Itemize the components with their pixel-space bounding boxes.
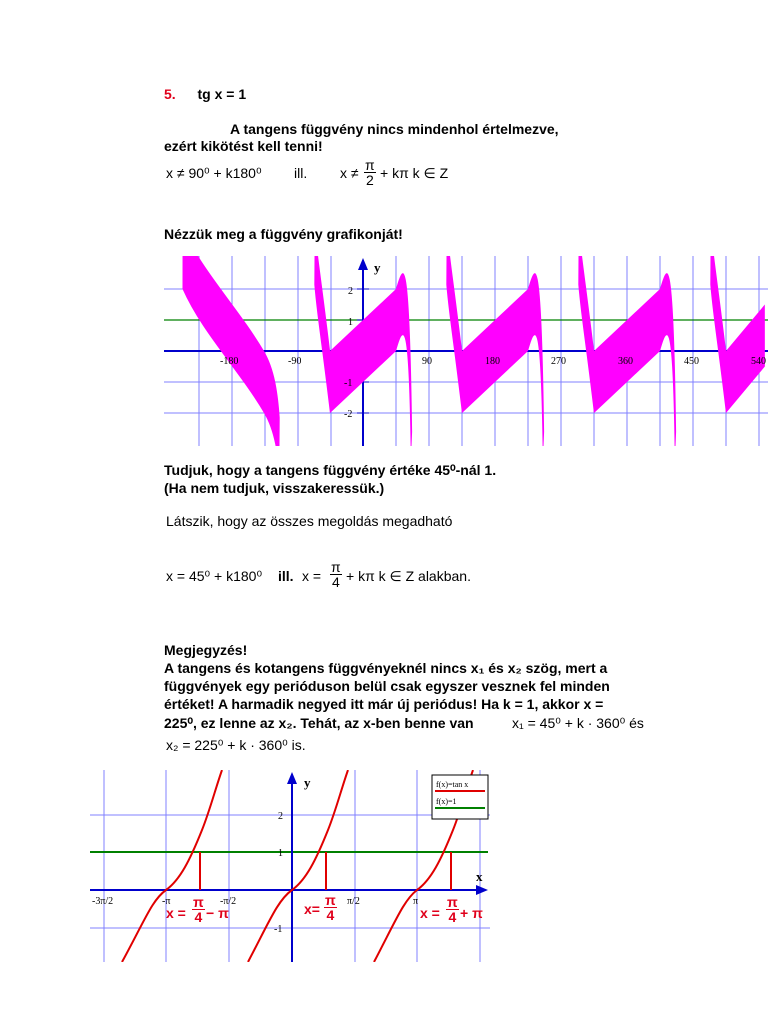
solution-ill: ill. (278, 568, 294, 584)
grid-lines (90, 770, 490, 962)
x-tick-label: 270 (551, 356, 566, 367)
x-axis-arrow (476, 885, 488, 895)
fraction-denominator: 4 (194, 909, 203, 925)
note-line4b: x₁ = 45⁰ + k · 360⁰ és (512, 715, 644, 731)
x-tick-label: -π/2 (220, 896, 237, 907)
condition-fraction (364, 158, 376, 187)
condition-right-suffix: + kπ k ∈ Z (380, 165, 449, 181)
annotation-1-tail: − π (206, 905, 229, 921)
x-tick-label: π/2 (347, 896, 360, 907)
graph2-y-label: y (304, 775, 311, 790)
fraction-numerator: π (193, 894, 204, 910)
note-title: Megjegyzés! (164, 642, 248, 658)
annotation-2-fraction (324, 893, 337, 922)
solution-markers (200, 852, 451, 890)
x-tick-label: 450 (684, 356, 699, 367)
fraction-numerator: π (331, 559, 341, 575)
x-tick-label: 540 (751, 356, 766, 367)
tangent-graph-radians (90, 770, 490, 962)
annotation-2-x: x= (304, 901, 320, 917)
problem-number: 5. (164, 86, 176, 102)
annotation-3-fraction (446, 895, 459, 924)
tan-branch-2 (248, 770, 348, 962)
known-line2: (Ha nem tudjuk, visszakeressük.) (164, 480, 385, 496)
fraction-denominator: 4 (326, 907, 335, 923)
x-tick-label: -90 (288, 356, 302, 367)
fraction-denominator: 4 (448, 909, 457, 925)
fraction-denominator: 4 (331, 574, 340, 590)
note-line2: függvények egy perióduson belül csak egyszer vesznek fel minden (164, 678, 610, 694)
problem-equation: tg x = 1 (197, 86, 247, 102)
graph2-x-label: x (476, 869, 483, 884)
solution-right-suffix: + kπ k ∈ Z alakban. (346, 568, 471, 584)
y-tick-label-neg1: -1 (344, 378, 353, 389)
tangent-graph-degrees (164, 256, 768, 446)
legend-box (432, 775, 488, 819)
fraction-numerator: π (325, 892, 336, 908)
x-tick-label: -180 (220, 356, 239, 367)
problem-header (164, 86, 246, 102)
x-tick-label: -π (162, 896, 171, 907)
y-axis-arrow (358, 258, 368, 270)
y-tick-label-neg2: -2 (344, 409, 353, 420)
intro-line1: A tangens függvény nincs mindenhol értelmezve, (230, 121, 559, 137)
x-tick-label: 90 (422, 356, 432, 367)
y-tick-label-2: 2 (348, 286, 353, 297)
condition-ill: ill. (294, 165, 308, 181)
x-tick-label: 180 (485, 356, 500, 367)
solution-right-prefix: x = (302, 568, 322, 584)
y-axis-arrow (287, 772, 297, 784)
solution-left: x = 45⁰ + k180⁰ (166, 568, 263, 584)
tangent-curves (122, 770, 473, 962)
solution-formula (166, 560, 526, 594)
fraction-numerator: π (365, 157, 375, 173)
x-tick-label: π (413, 896, 419, 907)
annotation-3-tail: + π (460, 905, 483, 921)
x-tick-labels (220, 356, 766, 367)
legend-one-label: f(x)=1 (436, 797, 457, 806)
annotation-1-x: x = (166, 905, 186, 921)
graph-intro: Nézzük meg a függvény grafikonját! (164, 226, 403, 242)
x-tick-label: 360 (618, 356, 633, 367)
annotation-1-fraction (192, 895, 205, 924)
legend-tan-label: f(x)=tan x (436, 780, 469, 789)
intro-line2: ezért kikötést kell tenni! (164, 138, 323, 154)
note-line1: A tangens és kotangens függvényeknél nincs x₁ és x₂ szög, mert a (164, 660, 608, 676)
visible-statement: Látszik, hogy az összes megoldás megadható (166, 513, 453, 529)
condition-right-prefix: x ≠ (340, 165, 359, 181)
fraction-denominator: 2 (365, 172, 374, 188)
x-tick-labels (92, 896, 418, 907)
note-line4a: 225⁰, ez lenne az x₂. Tehát, az x-ben benne van (164, 715, 474, 731)
tan-branch-1 (122, 770, 222, 962)
condition-left: x ≠ 90⁰ + k180⁰ (166, 165, 262, 181)
note-line3: értéket! A harmadik negyed itt már új periódus! Ha k = 1, akkor x = (164, 696, 604, 712)
x-tick-label: -3π/2 (92, 896, 114, 907)
y-tick-label-1: 1 (348, 317, 353, 328)
y-tick-label-neg1: -1 (274, 924, 283, 935)
annotation-3-x: x = (420, 905, 440, 921)
known-line1: Tudjuk, hogy a tangens függvény értéke 45⁰-nál 1. (164, 462, 497, 478)
fraction-numerator: π (447, 894, 458, 910)
note-line5: x₂ = 225⁰ + k · 360⁰ is. (166, 737, 306, 753)
solution-fraction (330, 560, 342, 589)
y-tick-label-2: 2 (278, 811, 283, 822)
y-tick-label-1: 1 (278, 848, 283, 859)
graph1-y-label: y (374, 260, 381, 275)
